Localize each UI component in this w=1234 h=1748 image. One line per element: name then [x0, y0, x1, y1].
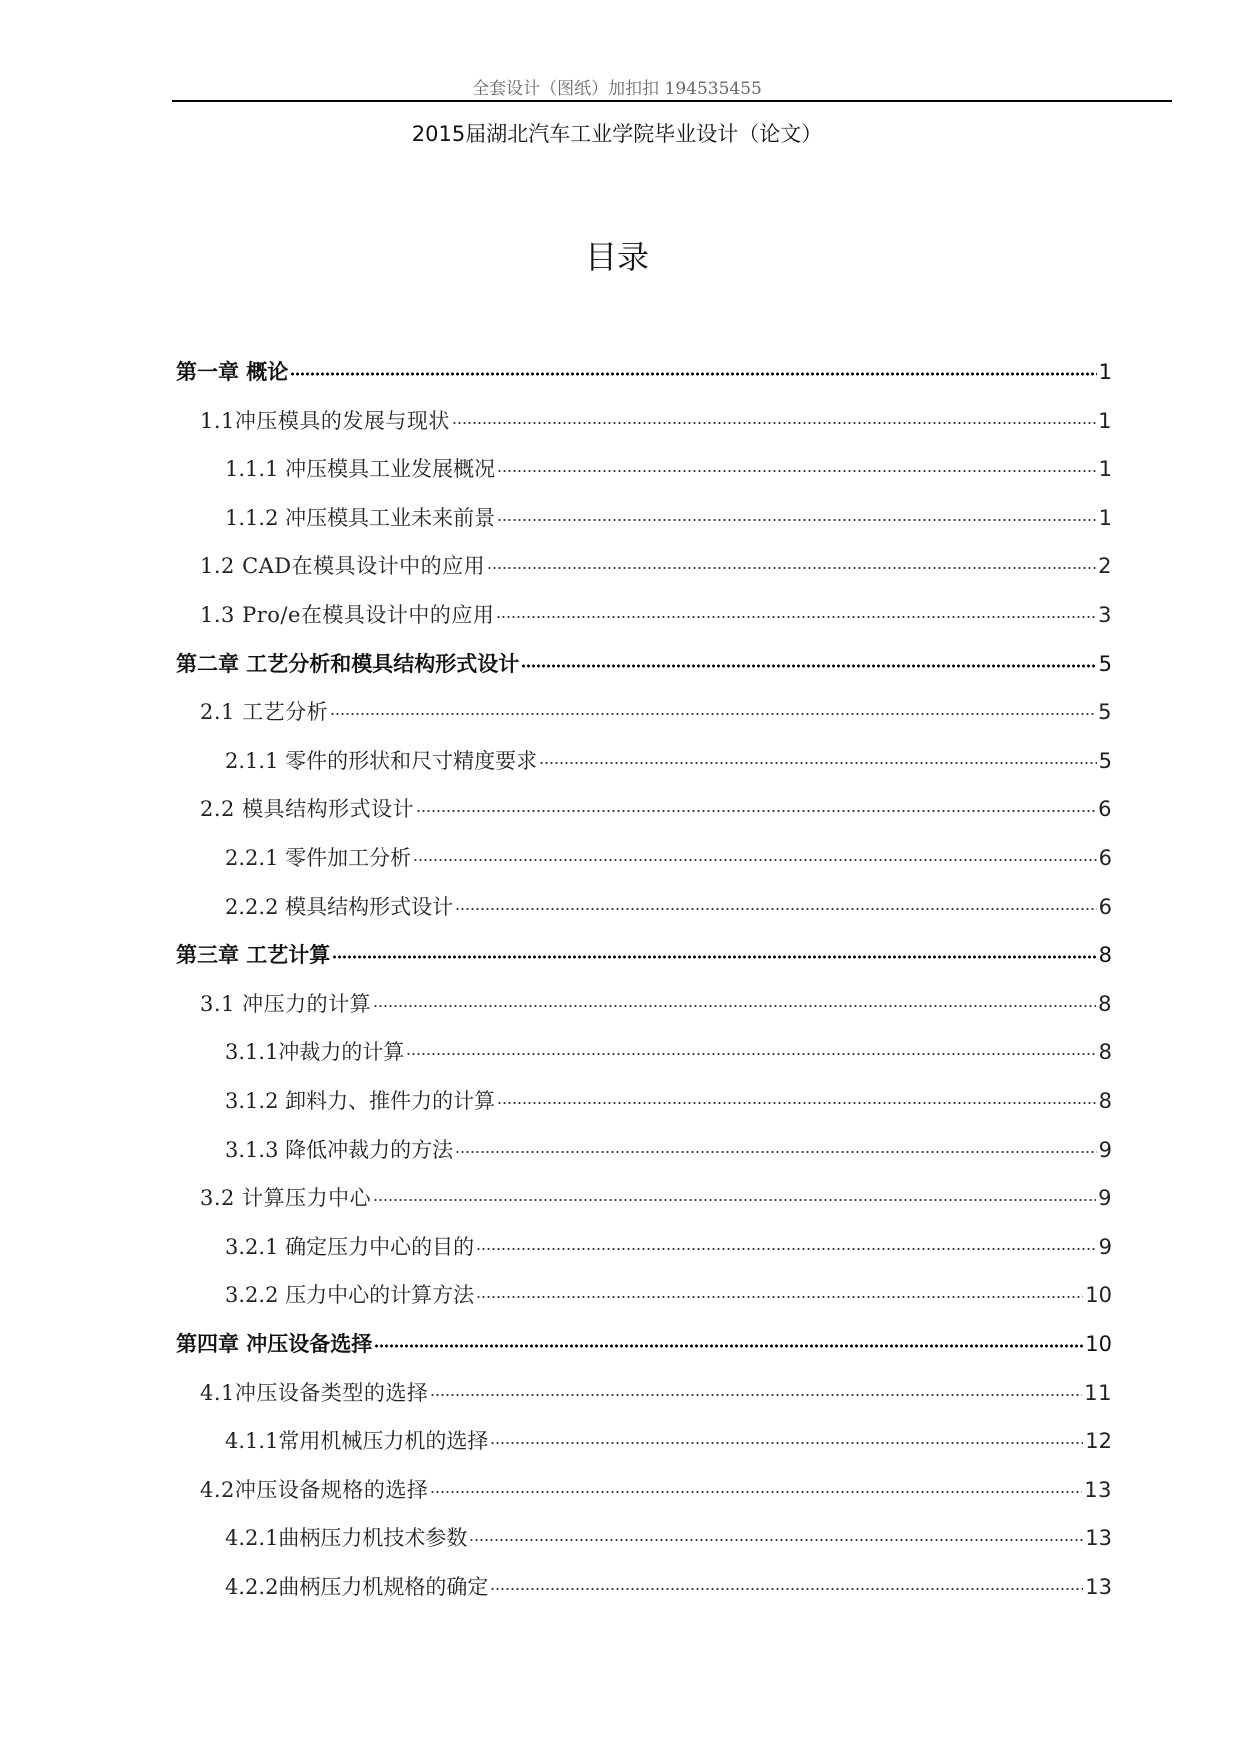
toc-page-number: 12 — [1085, 1429, 1112, 1454]
toc-section-entry[interactable] — [200, 696, 1112, 728]
toc-page-number: 9 — [1098, 1137, 1112, 1162]
toc-chapter-entry[interactable] — [176, 1328, 1112, 1360]
toc-entry-title: 1.1.1 冲压模具工业发展概况 — [225, 457, 496, 482]
toc-subsection-entry[interactable] — [225, 502, 1112, 534]
toc-page-number: 5 — [1098, 700, 1112, 725]
toc-entry-title: 3.1.2 卸料力、推件力的计算 — [225, 1089, 496, 1113]
toc-section-entry[interactable] — [200, 1377, 1112, 1409]
toc-chapter-entry[interactable] — [176, 648, 1112, 680]
toc-entry-title: 第一章 概论 — [176, 360, 289, 384]
toc-section-entry[interactable] — [200, 405, 1112, 437]
toc-page-number: 1 — [1098, 505, 1112, 530]
toc-dot-leader — [330, 695, 1096, 716]
toc-dot-leader — [496, 598, 1096, 619]
toc-subsection-entry[interactable] — [225, 1571, 1112, 1603]
toc-subsection-entry[interactable] — [225, 1279, 1112, 1311]
toc-dot-leader — [416, 792, 1096, 813]
toc-dot-leader — [497, 1084, 1097, 1105]
toc-page-number: 13 — [1084, 1477, 1112, 1502]
toc-page-number: 11 — [1084, 1380, 1112, 1405]
toc-subsection-entry[interactable] — [225, 1231, 1112, 1263]
toc-page-number: 9 — [1098, 1186, 1112, 1211]
toc-entry-title: 4.2冲压设备规格的选择 — [200, 1477, 429, 1502]
toc-subsection-entry[interactable] — [225, 1085, 1112, 1117]
toc-entry-title: 3.2 计算压力中心 — [200, 1186, 372, 1211]
toc-subsection-entry[interactable] — [225, 1036, 1112, 1068]
toc-dot-leader — [290, 355, 1096, 376]
toc-page-number: 2 — [1098, 554, 1112, 579]
toc-dot-leader — [455, 1133, 1097, 1154]
toc-dot-leader — [452, 404, 1096, 425]
toc-entry-title: 2.2.1 零件加工分析 — [225, 846, 412, 870]
toc-page-number: 6 — [1098, 894, 1112, 919]
toc-dot-leader — [332, 938, 1096, 959]
toc-entry-title: 3.2.1 确定压力中心的目的 — [225, 1234, 475, 1259]
toc-page-number: 8 — [1098, 943, 1112, 968]
toc-dot-leader — [476, 1230, 1097, 1251]
toc-page-number: 1 — [1098, 360, 1112, 384]
toc-section-entry[interactable] — [200, 988, 1112, 1020]
toc-chapter-entry[interactable] — [176, 939, 1112, 971]
toc-entry-title: 2.2.2 模具结构形式设计 — [225, 894, 454, 919]
toc-entry-title: 3.1.3 降低冲裁力的方法 — [225, 1137, 454, 1162]
toc-subsection-entry[interactable] — [225, 1425, 1112, 1457]
toc-entry-title: 1.1.2 冲压模具工业未来前景 — [225, 505, 496, 530]
toc-dot-leader — [413, 841, 1097, 862]
toc-entry-title: 2.1 工艺分析 — [200, 700, 329, 725]
toc-page-number: 13 — [1085, 1526, 1112, 1551]
toc-section-entry[interactable] — [200, 599, 1112, 631]
toc-page-number: 1 — [1098, 408, 1112, 433]
toc-chapter-entry[interactable] — [176, 356, 1112, 388]
toc-subsection-entry[interactable] — [225, 1522, 1112, 1554]
toc-dot-leader — [490, 1570, 1083, 1591]
toc-page-number: 6 — [1098, 846, 1112, 870]
toc-entry-title: 4.2.2曲柄压力机规格的确定 — [225, 1575, 489, 1599]
toc-heading: 目录 — [584, 238, 649, 276]
header-note: 全套设计（图纸）加扣扣 194535455 — [472, 79, 762, 99]
toc-subsection-entry[interactable] — [225, 891, 1112, 923]
toc-page-number: 9 — [1098, 1234, 1112, 1259]
toc-page-number: 8 — [1098, 991, 1112, 1016]
toc-entry-title: 3.1 冲压力的计算 — [200, 991, 372, 1016]
toc-page-number: 5 — [1098, 651, 1112, 676]
toc-entry-title: 2.2 模具结构形式设计 — [200, 797, 415, 822]
toc-subsection-entry[interactable] — [225, 1134, 1112, 1166]
toc-page-number: 8 — [1098, 1089, 1112, 1113]
toc-dot-leader — [497, 501, 1097, 522]
toc-section-entry[interactable] — [200, 550, 1112, 582]
toc-entry-title: 1.2 CAD在模具设计中的应用 — [200, 554, 486, 579]
toc-entry-title: 4.2.1曲柄压力机技术参数 — [225, 1526, 468, 1551]
toc-dot-leader — [476, 1278, 1083, 1299]
toc-entry-title: 第二章 工艺分析和模具结构形式设计 — [176, 651, 520, 676]
toc-dot-leader — [406, 1035, 1096, 1056]
toc-entry-title: 2.1.1 零件的形状和尺寸精度要求 — [225, 748, 538, 773]
toc-page-number: 1 — [1098, 457, 1112, 482]
toc-subsection-entry[interactable] — [225, 842, 1112, 874]
toc-page-number: 5 — [1098, 748, 1112, 773]
toc-entry-title: 4.1.1常用机械压力机的选择 — [225, 1429, 489, 1454]
toc-entry-title: 第四章 冲压设备选择 — [176, 1332, 373, 1356]
toc-dot-leader — [455, 890, 1097, 911]
toc-page-number: 10 — [1085, 1332, 1112, 1356]
toc-section-entry[interactable] — [200, 1182, 1112, 1214]
toc-dot-leader — [487, 549, 1096, 570]
toc-dot-leader — [430, 1376, 1082, 1397]
toc-dot-leader — [539, 744, 1097, 765]
toc-subsection-entry[interactable] — [225, 745, 1112, 777]
toc-dot-leader — [374, 1327, 1083, 1348]
toc-section-entry[interactable] — [200, 793, 1112, 825]
toc-entry-title: 1.3 Pro/e在模具设计中的应用 — [200, 603, 495, 627]
toc-dot-leader — [373, 1181, 1096, 1202]
toc-entry-title: 3.2.2 压力中心的计算方法 — [225, 1283, 475, 1308]
toc-entry-title: 1.1冲压模具的发展与现状 — [200, 408, 450, 433]
toc-page-number: 10 — [1085, 1283, 1112, 1308]
running-title: 2015届湖北汽车工业学院毕业设计（论文） — [411, 122, 823, 146]
toc-dot-leader — [497, 452, 1097, 473]
toc-dot-leader — [430, 1473, 1082, 1494]
toc-dot-leader — [469, 1521, 1083, 1542]
toc-page-number: 6 — [1098, 797, 1112, 822]
toc-entry-title: 4.1冲压设备类型的选择 — [200, 1380, 429, 1405]
toc-page-number: 13 — [1085, 1575, 1112, 1599]
toc-entry-title: 第三章 工艺计算 — [176, 943, 331, 968]
toc-dot-leader — [373, 987, 1096, 1008]
toc-page-number: 3 — [1098, 603, 1112, 627]
toc-dot-leader — [490, 1424, 1083, 1445]
toc-subsection-entry[interactable] — [225, 453, 1112, 485]
toc-entry-title: 3.1.1冲裁力的计算 — [225, 1040, 405, 1065]
toc-page-number: 8 — [1098, 1040, 1112, 1065]
toc-dot-leader — [521, 647, 1096, 668]
toc-section-entry[interactable] — [200, 1474, 1112, 1506]
